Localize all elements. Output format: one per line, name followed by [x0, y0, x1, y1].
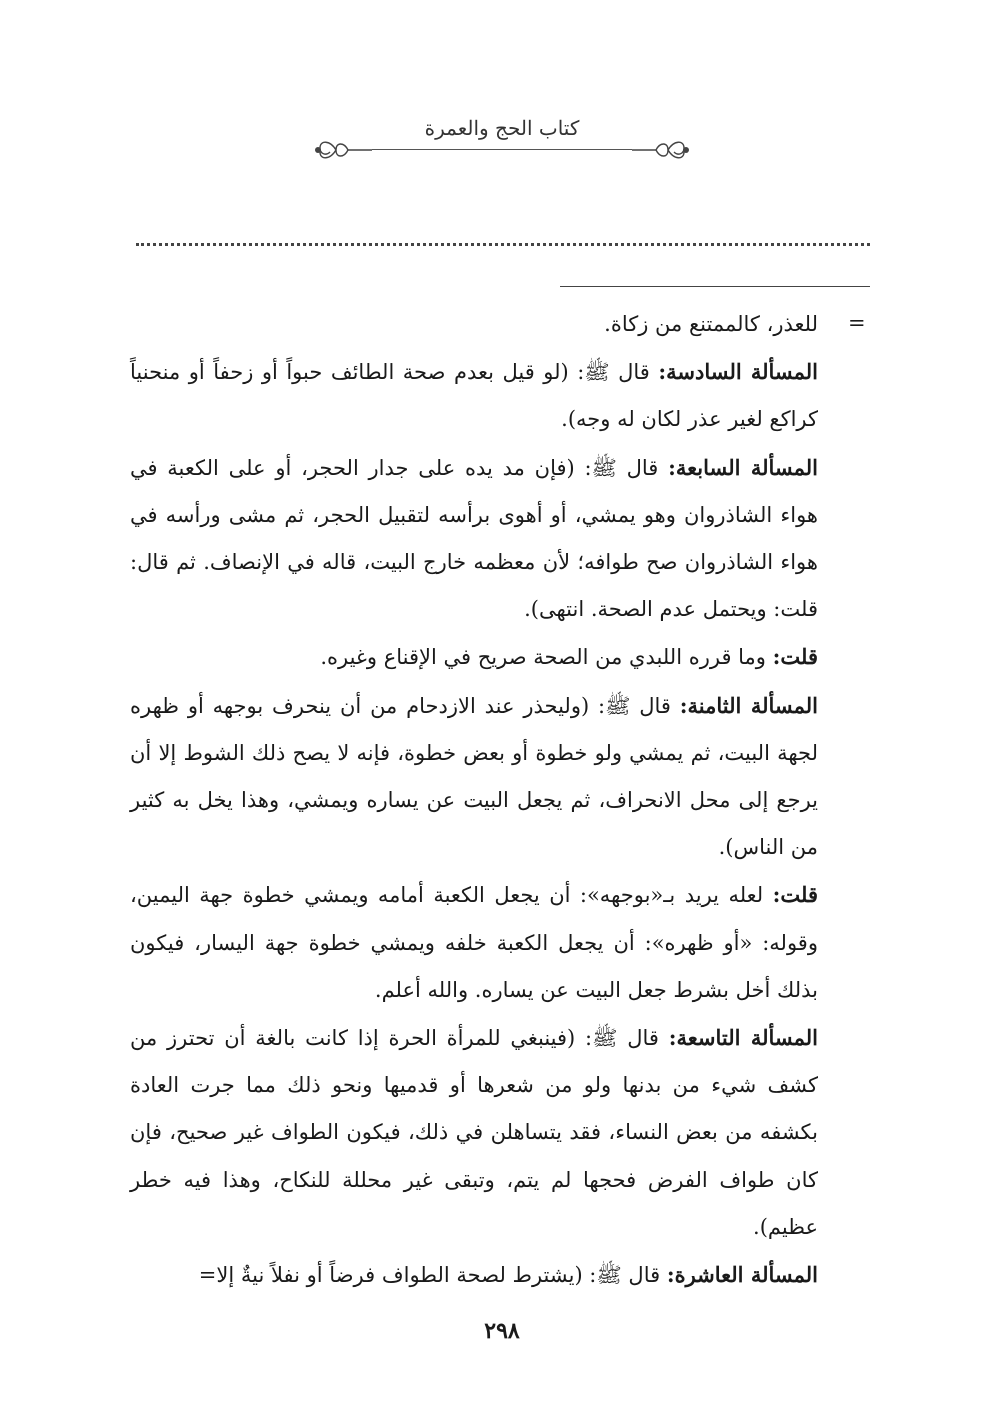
footnote-body	[130, 300, 818, 1299]
header-rule	[372, 149, 632, 150]
paragraph: قلت: لعله يريد بـ«بوجهه»: أن يجعل الكعبة أمامه ويمشي خطوة جهة اليمين، وقوله: «أو ظهره»: أن يجعل الكعبة خلفه ويمشي خطوة جهة اليسار، فيكون بذلك أخل بشرط جعل البيت عن يساره. والله أعلم.	[130, 882, 818, 1002]
paragraph: للعذر، كالممتنع من زكاة.	[604, 312, 818, 336]
header-title: كتاب الحج والعمرة	[424, 116, 580, 140]
running-header	[0, 108, 1004, 178]
paragraph: المسألة السابعة: قال ﷺ: (فإن مد يده على جدار الحجر، أو على الكعبة في هواء الشاذروان وهو يمشي، أو أهوى برأسه لتقبيل الحجر، ثم مشى ورأسه في هواء الشاذروان صح طوافه؛ لأن معظمه خارج البيت، قاله في الإنصاف. ثم قال: قلت: ويحتمل عدم الصحة. انتهى).	[130, 454, 818, 622]
dotted-separator	[136, 243, 870, 246]
footnote-separator	[560, 286, 870, 287]
paragraph: المسألة السادسة: قال ﷺ: (لو قيل بعدم صحة الطائف حبواً أو زحفاً أو منحنياً كراكع لغير عذر لكان له وجه).	[130, 359, 818, 432]
paragraph: قلت: وما قرره اللبدي من الصحة صريح في الإقناع وغيره.	[320, 644, 818, 670]
paragraph: المسألة العاشرة: قال ﷺ: (يشترط لصحة الطواف فرضاً أو نفلاً نيةٌ إلا=	[198, 1262, 818, 1288]
paragraph: المسألة التاسعة: قال ﷺ: (فينبغي للمرأة الحرة إذا كانت بالغة أن تحترز من كشف شيء من بدنها ولو من شعرها أو قدميها ونحو ذلك مما جرت العادة بكشفه من بعض النساء، فقد يتساهلن في ذلك، فيكون الطواف غير صحيح، فإن كان طواف الفرض فحجها لم يتم، وتبقى غير محللة للنكاح، وهذا فيه خطر عظيم).	[130, 1025, 818, 1239]
paragraph: المسألة الثامنة: قال ﷺ: (وليحذر عند الازدحام من أن ينحرف بوجهه أو ظهره لجهة البيت، ثم يمشي ولو خطوة أو بعض خطوة، فإنه لا يصح ذلك الشوط إلا أن يرجع إلى محل الانحراف، ثم يجعل البيت عن يساره ويمشي، وهذا يخل به كثير من الناس).	[130, 692, 818, 860]
continuation-mark: =	[848, 311, 866, 335]
page-number: ٢٩٨	[484, 1318, 520, 1344]
